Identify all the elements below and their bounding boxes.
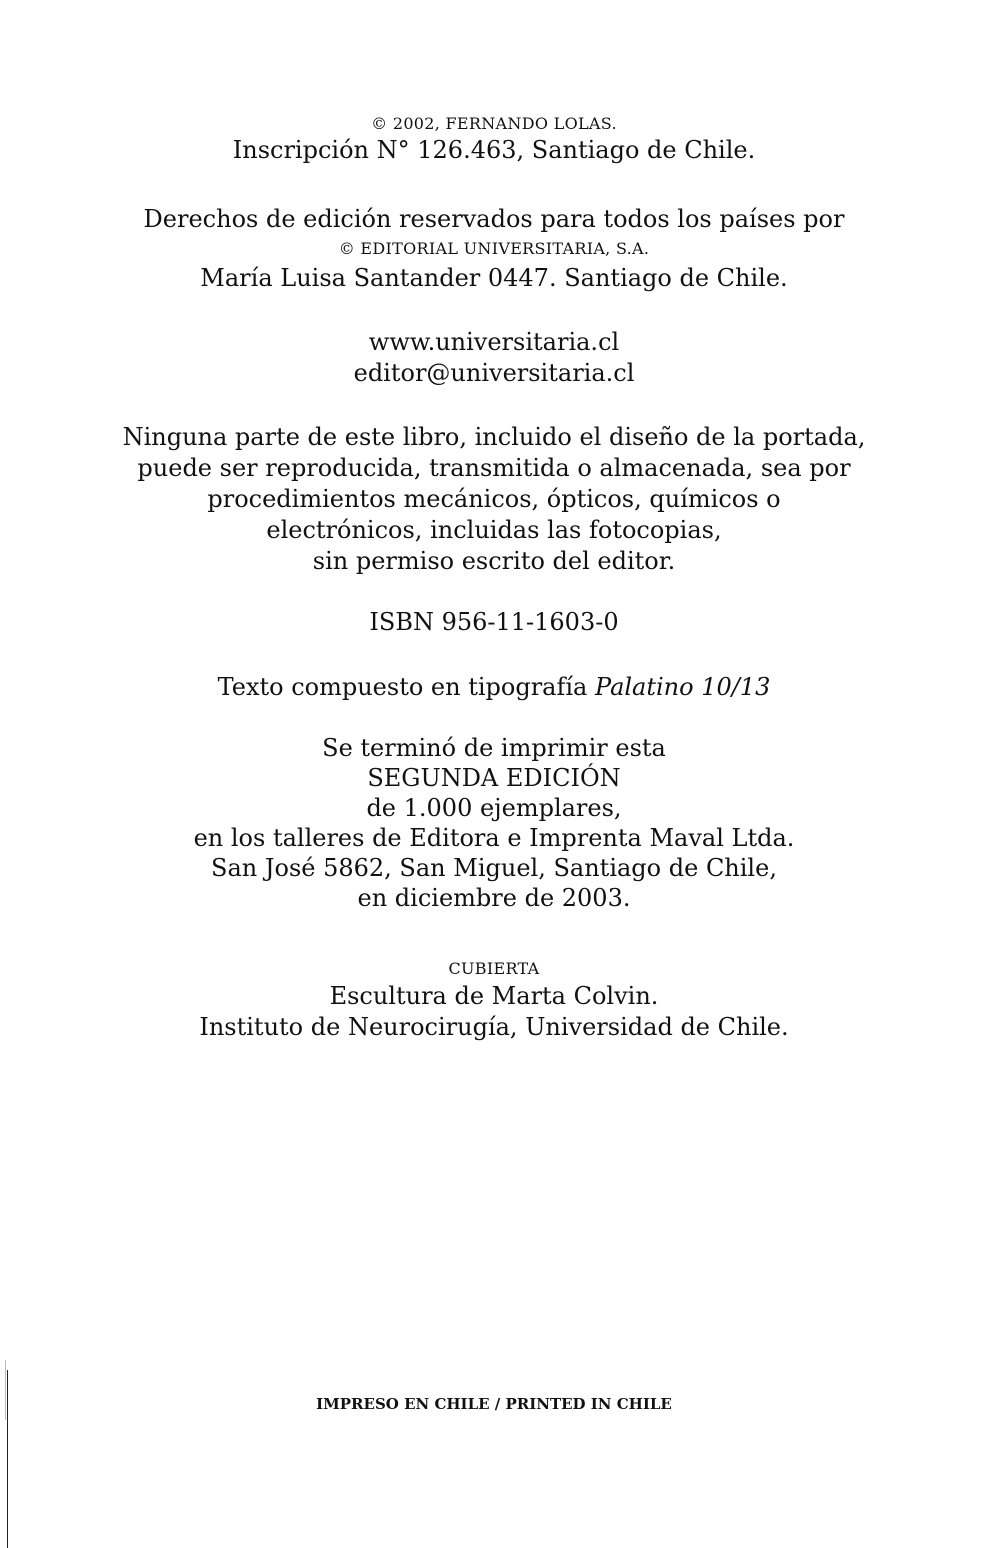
copyright-block [0,113,988,166]
email-link: editor@universitaria.cl [353,359,635,387]
printing-line-4: en los talleres de Editora e Imprenta Maval Ltda. [193,824,795,852]
isbn-line: ISBN 956-11-1603-0 [369,608,619,636]
inscription-line: Inscripción N° 126.463, Santiago de Chile. [232,136,756,164]
printed-in-line: IMPRESO EN CHILE / PRINTED IN CHILE [316,1395,672,1413]
cover-line-2: Instituto de Neurocirugía, Universidad de Chile. [199,1013,789,1041]
isbn-block [0,607,988,638]
rights-block [0,204,988,294]
rights-line: Derechos de edición reservados para todos los países por [143,205,845,233]
notice-line-1: Ninguna parte de este libro, incluido el diseño de la portada, [122,423,866,451]
typography-line [0,672,988,703]
copyright-author-line [0,113,988,135]
printing-line-2: SEGUNDA EDICIÓN [367,764,621,792]
notice-line-4: electrónicos, incluidas las fotocopias, [266,516,722,544]
copyright-author: 2002, FERNANDO LOLAS. [392,114,617,133]
notice-line-5: sin permiso escrito del editor. [312,547,676,575]
printed-in-block [0,1393,988,1415]
notice-line-2: puede ser reproducida, transmitida o almacenada, sea por [137,454,851,482]
printing-block [0,733,988,913]
publisher-address: María Luisa Santander 0447. Santiago de Chile. [200,264,788,292]
cover-block [0,957,988,1043]
website-link: www.universitaria.cl [368,328,620,356]
printing-line-6: en diciembre de 2003. [357,884,631,912]
scan-edge-mark-faint [5,1360,6,1420]
contact-block [0,327,988,389]
reproduction-notice [0,422,988,577]
cover-line-1: Escultura de Marta Colvin. [329,982,659,1010]
publisher-line: © EDITORIAL UNIVERSITARIA, S.A. [338,239,650,258]
printing-line-5: San José 5862, San Miguel, Santiago de Chile, [211,854,777,882]
notice-line-3: procedimientos mecánicos, ópticos, químicos o [207,485,781,513]
copyright-symbol: © [371,114,388,133]
typography-block [0,672,988,703]
typography-font-name: Palatino 10/13 [595,673,771,701]
scan-edge-mark [7,1370,8,1548]
typography-prefix: Texto compuesto en tipografía [217,673,595,701]
printing-line-1: Se terminó de imprimir esta [322,734,666,762]
printing-line-3: de 1.000 ejemplares, [366,794,622,822]
cover-heading: CUBIERTA [448,959,540,978]
